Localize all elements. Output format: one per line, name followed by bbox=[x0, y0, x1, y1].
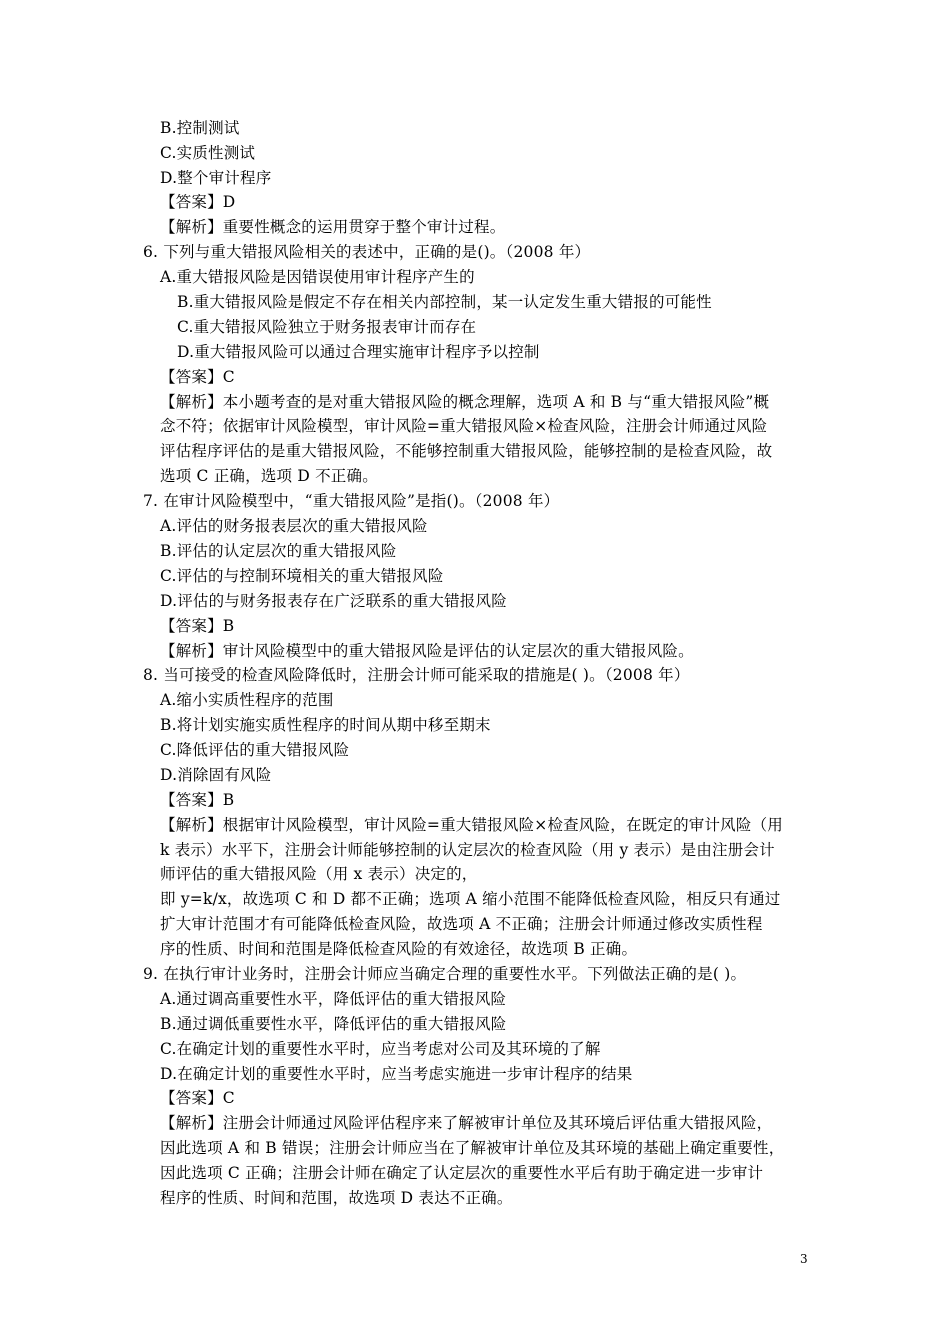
explanation-line: 因此选项 C 正确；注册会计师在确定了认定层次的重要性水平后有助于确定进一步审计 bbox=[160, 1164, 764, 1182]
option-line: C.实质性测试 bbox=[160, 144, 256, 162]
option-line: B.控制测试 bbox=[160, 119, 240, 137]
explanation-line: 【解析】审计风险模型中的重大错报风险是评估的认定层次的重大错报风险。 bbox=[160, 642, 694, 660]
option-line: A.缩小实质性程序的范围 bbox=[160, 691, 334, 709]
explanation-line: 扩大审计范围才有可能降低检查风险，故选项 A 不正确；注册会计师通过修改实质性程 bbox=[160, 915, 763, 933]
option-line: C.重大错报风险独立于财务报表审计而存在 bbox=[177, 318, 477, 336]
option-line: D.消除固有风险 bbox=[160, 766, 272, 784]
explanation-line: 【解析】注册会计师通过风险评估程序来了解被审计单位及其环境后评估重大错报风险， bbox=[160, 1114, 773, 1132]
option-line: A.重大错报风险是因错误使用审计程序产生的 bbox=[160, 268, 475, 286]
option-line: B.通过调低重要性水平，降低评估的重大错报风险 bbox=[160, 1015, 507, 1033]
option-line: A.评估的财务报表层次的重大错报风险 bbox=[160, 517, 428, 535]
option-line: D.评估的与财务报表存在广泛联系的重大错报风险 bbox=[160, 592, 507, 610]
explanation-line: 【解析】重要性概念的运用贯穿于整个审计过程。 bbox=[160, 218, 506, 236]
explanation-line: 【解析】根据审计风险模型，审计风险=重大错报风险×检查风险，在既定的审计风险（用 bbox=[160, 816, 783, 834]
option-line: D.在确定计划的重要性水平时，应当考虑实施进一步审计程序的结果 bbox=[160, 1065, 633, 1083]
question-8: 8. 当可接受的检查风险降低时，注册会计师可能采取的措施是( )。（2008 年） bbox=[143, 666, 690, 684]
option-line: D.重大错报风险可以通过合理实施审计程序予以控制 bbox=[177, 343, 540, 361]
explanation-line: 程序的性质、时间和范围，故选项 D 表达不正确。 bbox=[160, 1189, 513, 1207]
question-7: 7. 在审计风险模型中，“重大错报风险”是指()。（2008 年） bbox=[143, 492, 560, 510]
option-line: D.整个审计程序 bbox=[160, 169, 272, 187]
question-9: 9. 在执行审计业务时，注册会计师应当确定合理的重要性水平。下列做法正确的是( )。 bbox=[143, 965, 747, 983]
question-6: 6. 下列与重大错报风险相关的表述中，正确的是()。（2008 年） bbox=[143, 243, 591, 261]
answer-line: 【答案】C bbox=[160, 1089, 235, 1107]
explanation-line: 因此选项 A 和 B 错误；注册会计师应当在了解被审计单位及其环境的基础上确定重要性， bbox=[160, 1139, 785, 1157]
option-line: B.评估的认定层次的重大错报风险 bbox=[160, 542, 397, 560]
explanation-line: 序的性质、时间和范围是降低检查风险的有效途径，故选项 B 正确。 bbox=[160, 940, 638, 958]
explanation-line: 念不符；依据审计风险模型，审计风险=重大错报风险×检查风险，注册会计师通过风险 bbox=[160, 417, 768, 435]
option-line: A.通过调高重要性水平，降低评估的重大错报风险 bbox=[160, 990, 507, 1008]
option-line: C.降低评估的重大错报风险 bbox=[160, 741, 350, 759]
answer-line: 【答案】B bbox=[160, 791, 235, 809]
page-number: 3 bbox=[800, 1252, 808, 1266]
explanation-line: k 表示）水平下，注册会计师能够控制的认定层次的检查风险（用 y 表示）是由注册会计 bbox=[160, 841, 775, 859]
explanation-line: 【解析】本小题考查的是对重大错报风险的概念理解，选项 A 和 B 与“重大错报风险”概 bbox=[160, 393, 770, 411]
answer-line: 【答案】C bbox=[160, 368, 235, 386]
explanation-line: 选项 C 正确，选项 D 不正确。 bbox=[160, 467, 378, 485]
explanation-line: 即 y=k/x，故选项 C 和 D 都不正确；选项 A 缩小范围不能降低检查风险，相反只有通过 bbox=[160, 890, 781, 908]
answer-line: 【答案】B bbox=[160, 617, 235, 635]
answer-line: 【答案】D bbox=[160, 193, 236, 211]
option-line: B.重大错报风险是假定不存在相关内部控制，某一认定发生重大错报的可能性 bbox=[177, 293, 712, 311]
option-line: C.评估的与控制环境相关的重大错报风险 bbox=[160, 567, 444, 585]
explanation-line: 评估程序评估的是重大错报风险，不能够控制重大错报风险，能够控制的是检查风险，故 bbox=[160, 442, 773, 460]
option-line: B.将计划实施实质性程序的时间从期中移至期末 bbox=[160, 716, 491, 734]
explanation-line: 师评估的重大错报风险（用 x 表示）决定的， bbox=[160, 865, 478, 883]
option-line: C.在确定计划的重要性水平时，应当考虑对公司及其环境的了解 bbox=[160, 1040, 601, 1058]
